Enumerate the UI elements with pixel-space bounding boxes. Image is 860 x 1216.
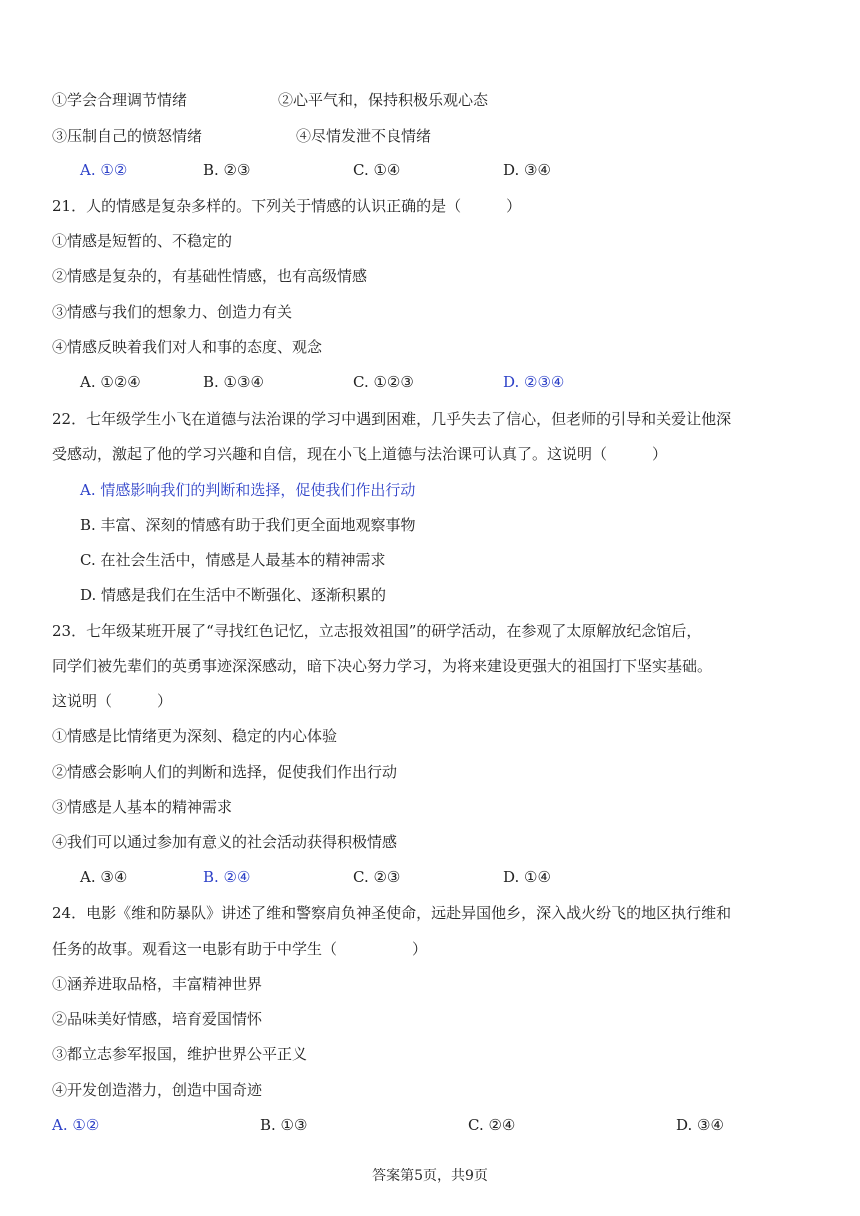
q20-item-2: ②心平气和，保持积极乐观心态 [278,91,489,109]
q21-item-4: ④情感反映着我们对人和事的态度、观念 [52,338,323,356]
q21-option-a: A. ①②④ [80,373,141,391]
q23-stem-line-1: 23．七年级某班开展了“寻找红色记忆，立志报效祖国”的研学活动，在参观了太原解放纪念馆后， [52,622,702,640]
q24-stem-line-1: 24．电影《维和防暴队》讲述了维和警察肩负神圣使命，远赴异国他乡，深入战火纷飞的地区执行维和 [52,904,732,922]
q24-item-1: ①涵养进取品格，丰富精神世界 [52,975,263,993]
q24-item-4: ④开发创造潜力，创造中国奇迹 [52,1081,263,1099]
q24-item-2: ②品味美好情感，培育爱国情怀 [52,1010,263,1028]
q23-item-3: ③情感是人基本的精神需求 [52,798,233,816]
q21-option-b: B. ①③④ [203,373,264,391]
q20-item-4: ④尽情发泄不良情绪 [296,127,432,145]
q22-option-d: D. 情感是我们在生活中不断强化、逐渐积累的 [80,586,387,604]
q23-option-b: B. ②④ [203,868,251,886]
q20-option-d: D. ③④ [503,161,551,179]
q24-option-b: B. ①③ [260,1116,308,1134]
q24-stem-line-2: 任务的故事。观看这一电影有助于中学生（ ） [52,940,428,958]
q21-item-3: ③情感与我们的想象力、创造力有关 [52,303,293,321]
q22-stem-line-2: 受感动，激起了他的学习兴趣和自信，现在小飞上道德与法治课可认真了。这说明（ ） [52,445,668,463]
q24-option-a: A. ①② [52,1116,100,1134]
q20-option-c: C. ①④ [353,161,401,179]
q23-stem-line-3: 这说明（ ） [52,692,173,710]
q21-option-d: D. ②③④ [503,373,565,391]
q21-item-1: ①情感是短暂的、不稳定的 [52,232,233,250]
q23-stem-line-2: 同学们被先辈们的英勇事迹深深感动，暗下决心努力学习，为将来建设更强大的祖国打下坚实基础。 [52,657,713,675]
q20-option-a: A. ①② [80,161,128,179]
q22-option-a: A. 情感影响我们的判断和选择，促使我们作出行动 [80,481,416,499]
q24-option-c: C. ②④ [468,1116,516,1134]
q20-option-b: B. ②③ [203,161,251,179]
q23-item-1: ①情感是比情绪更为深刻、稳定的内心体验 [52,727,338,745]
page-footer: 答案第5页，共9页 [372,1168,488,1184]
q22-option-b: B. 丰富、深刻的情感有助于我们更全面地观察事物 [80,516,416,534]
q24-option-d: D. ③④ [676,1116,724,1134]
q20-item-3: ③压制自己的愤怒情绪 [52,127,203,145]
q21-option-c: C. ①②③ [353,373,414,391]
q23-option-c: C. ②③ [353,868,401,886]
q23-option-d: D. ①④ [503,868,551,886]
q21-item-2: ②情感是复杂的，有基础性情感，也有高级情感 [52,267,368,285]
q23-item-2: ②情感会影响人们的判断和选择，促使我们作出行动 [52,763,398,781]
q22-stem-line-1: 22．七年级学生小飞在道德与法治课的学习中遇到困难，几乎失去了信心，但老师的引导和关爱让他深 [52,410,732,428]
q20-item-1: ①学会合理调节情绪 [52,91,188,109]
q24-item-3: ③都立志参军报国，维护世界公平正义 [52,1045,308,1063]
q23-item-4: ④我们可以通过参加有意义的社会活动获得积极情感 [52,833,398,851]
q22-option-c: C. 在社会生活中，情感是人最基本的精神需求 [80,551,386,569]
q21-stem: 21．人的情感是复杂多样的。下列关于情感的认识正确的是（ ） [52,197,522,215]
q23-option-a: A. ③④ [80,868,128,886]
